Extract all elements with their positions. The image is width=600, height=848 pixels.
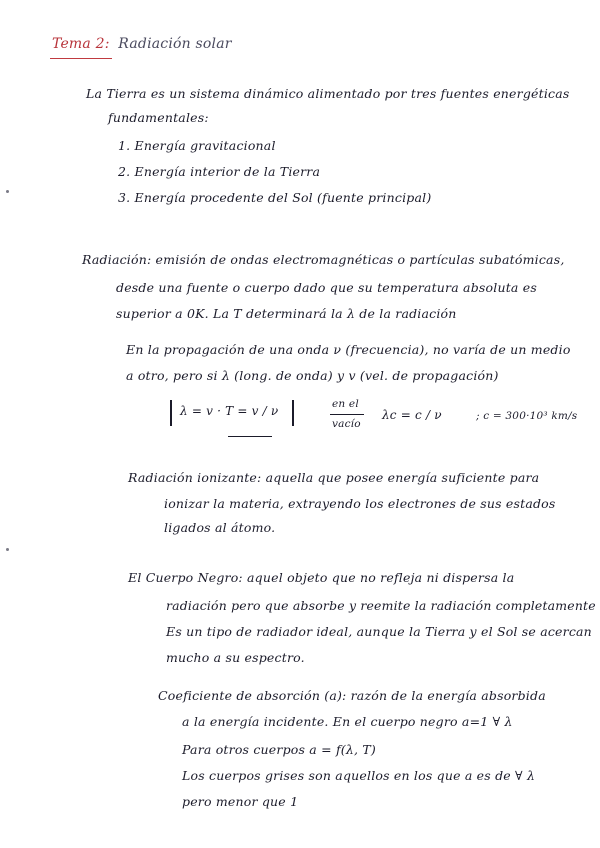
- cuerpo-negro-line-3: Es un tipo de radiador ideal, aunque la Tierra y el Sol se acercan: [166, 624, 592, 639]
- formula-vacio-top: en el: [332, 398, 359, 410]
- cuerpo-negro-line-2: radiación pero que absorbe y reemite la radiación completamente: [166, 598, 596, 613]
- page-title: [52, 36, 232, 52]
- ionizante-line-1: Radiación ionizante: aquella que posee energía suficiente para: [128, 470, 540, 485]
- margin-dot-2: [6, 548, 9, 551]
- margin-dot-1: [6, 190, 9, 193]
- intro-line-1: La Tierra es un sistema dinámico alimentado por tres fuentes energéticas: [86, 86, 570, 101]
- intro-item-3: 3. Energía procedente del Sol (fuente principal): [118, 190, 432, 205]
- absorcion-line-2: a la energía incidente. En el cuerpo negro a=1 ∀ λ: [182, 714, 513, 729]
- absorcion-line-1: Coeficiente de absorción (a): razón de la energía absorbida: [158, 688, 546, 703]
- title-text: Radiación solar: [118, 36, 232, 52]
- radiacion-line-4: En la propagación de una onda ν (frecuencia), no varía de un medio: [126, 342, 571, 357]
- radiacion-line-3: superior a 0K. La T determinará la λ de la radiación: [116, 306, 457, 321]
- absorcion-line-3: Para otros cuerpos a = f(λ, T): [182, 742, 376, 757]
- title-tema: Tema 2:: [52, 36, 110, 52]
- intro-item-2: 2. Energía interior de la Tierra: [118, 164, 321, 179]
- absorcion-line-5: pero menor que 1: [182, 794, 299, 809]
- intro-item-1: 1. Energía gravitacional: [118, 138, 276, 153]
- cuerpo-negro-line-4: mucho a su espectro.: [166, 650, 305, 665]
- formula-vacuum: λc = c / ν: [382, 408, 442, 422]
- radiacion-line-1: Radiación: emisión de ondas electromagnéticas o partículas subatómicas,: [82, 252, 565, 267]
- formula-box-bottom: [228, 436, 272, 437]
- ionizante-line-3: ligados al átomo.: [164, 520, 276, 535]
- formula-speed-of-light: ; c = 300·10³ km/s: [476, 410, 578, 422]
- radiacion-line-2: desde una fuente o cuerpo dado que su temperatura absoluta es: [116, 280, 537, 295]
- absorcion-line-4: Los cuerpos grises son aquellos en los que a es de ∀ λ: [182, 768, 536, 783]
- radiacion-line-5: a otro, pero si λ (long. de onda) y v (vel. de propagación): [126, 368, 499, 383]
- cuerpo-negro-line-1: El Cuerpo Negro: aquel objeto que no refleja ni dispersa la: [128, 570, 515, 585]
- formula-vacio-divider: [330, 414, 364, 415]
- formula-box-left: [170, 400, 172, 426]
- formula-box-right: [292, 400, 294, 426]
- title-underline: [50, 58, 112, 59]
- intro-line-2: fundamentales:: [108, 110, 209, 125]
- formula-main: λ = v · T = v / ν: [180, 404, 279, 418]
- formula-vacio-bottom: vacío: [332, 418, 361, 430]
- ionizante-line-2: ionizar la materia, extrayendo los electrones de sus estados: [164, 496, 556, 511]
